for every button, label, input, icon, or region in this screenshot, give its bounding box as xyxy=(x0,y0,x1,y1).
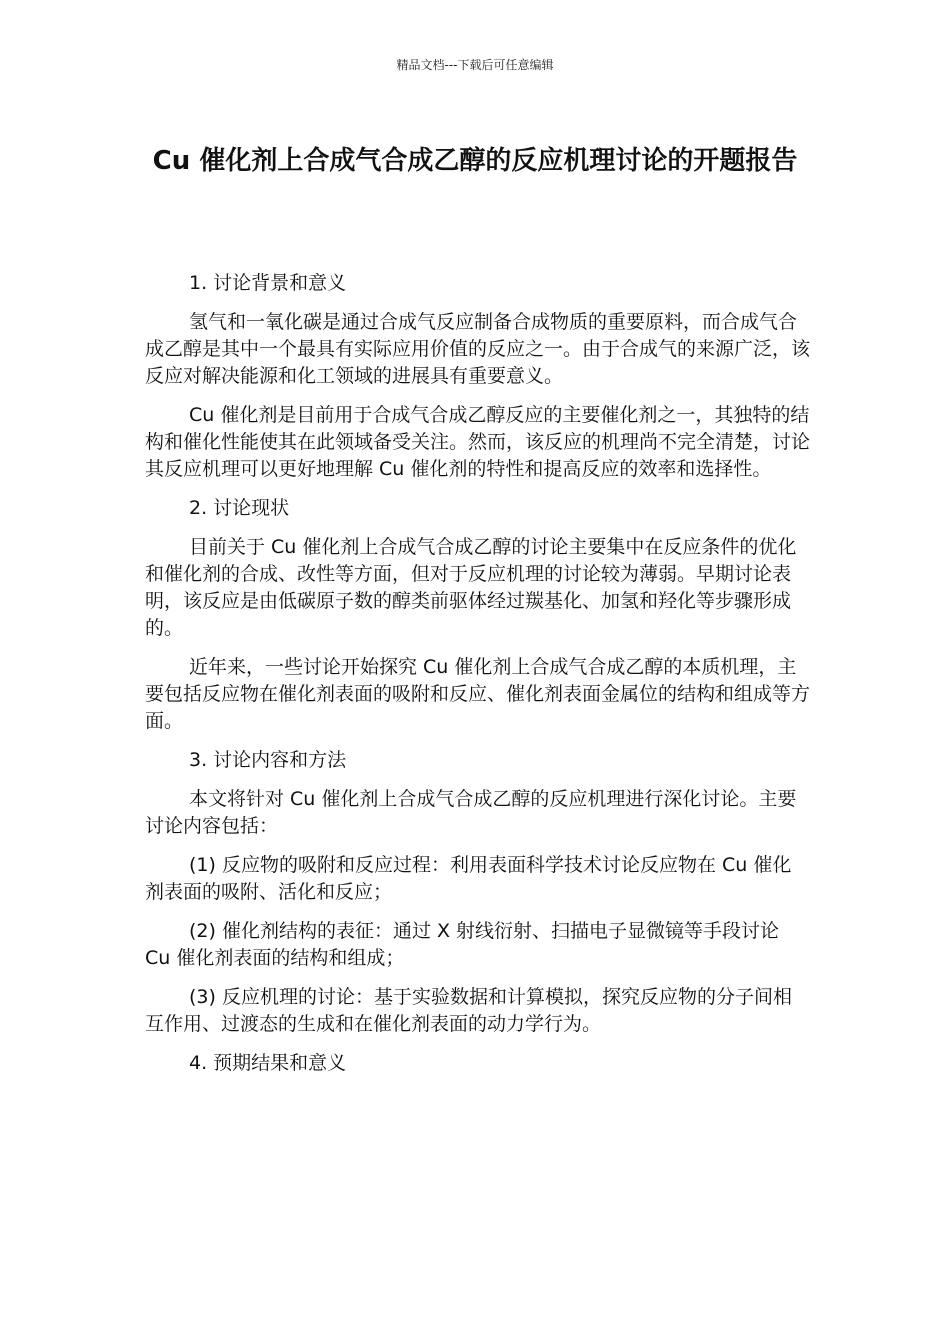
paragraph-recent-research: 近年来，一些讨论开始探究 Cu 催化剂上合成气合成乙醇的本质机理，主要包括反应物在催化剂表面的吸附和反应、催化剂表面金属位的结构和组成等方面。 xyxy=(145,656,811,732)
section-heading-status: 2. 讨论现状 xyxy=(189,497,290,519)
list-item-mechanism: (3) 反应机理的讨论：基于实验数据和计算模拟，探究反应物的分子间相互作用、过渡态的生成和在催化剂表面的动力学行为。 xyxy=(145,986,792,1035)
paragraph-cu-catalyst: Cu 催化剂是目前用于合成气合成乙醇反应的主要催化剂之一，其独特的结构和催化性能使其在此领域备受关注。然而，该反应的机理尚不完全清楚，讨论其反应机理可以更好地理解 Cu 催化剂的特性和提高反应的效率和选择性。 xyxy=(145,404,811,480)
document-body xyxy=(145,270,810,1089)
section-heading-expected-results: 4. 预期结果和意义 xyxy=(189,1052,347,1074)
section-heading-content-methods: 3. 讨论内容和方法 xyxy=(189,749,347,771)
page-header: 精品文档---下载后可任意编辑 xyxy=(396,58,554,72)
section-heading-background: 1. 讨论背景和意义 xyxy=(189,272,347,294)
list-item-characterization: (2) 催化剂结构的表征：通过 X 射线衍射、扫描电子显微镜等手段讨论 Cu 催化剂表面的结构和组成； xyxy=(145,920,780,969)
document-title: Cu 催化剂上合成气合成乙醇的反应机理讨论的开题报告 xyxy=(152,146,798,176)
list-item-adsorption: (1) 反应物的吸附和反应过程：利用表面科学技术讨论反应物在 Cu 催化剂表面的吸附、活化和反应； xyxy=(145,854,792,903)
paragraph-research-scope: 本文将针对 Cu 催化剂上合成气合成乙醇的反应机理进行深化讨论。主要讨论内容包括： xyxy=(145,788,797,837)
paragraph-syngas-intro: 氢气和一氧化碳是通过合成气反应制备合成物质的重要原料，而合成气合成乙醇是其中一个最具有实际应用价值的反应之一。由于合成气的来源广泛，该反应对解决能源和化工领域的进展具有重要意义。 xyxy=(145,311,811,387)
paragraph-current-research: 目前关于 Cu 催化剂上合成气合成乙醇的讨论主要集中在反应条件的优化和催化剂的合成、改性等方面，但对于反应机理的讨论较为薄弱。早期讨论表明，该反应是由低碳原子数的醇类前驱体经过羰基化、加氢和羟化等步骤形成的。 xyxy=(145,536,797,639)
